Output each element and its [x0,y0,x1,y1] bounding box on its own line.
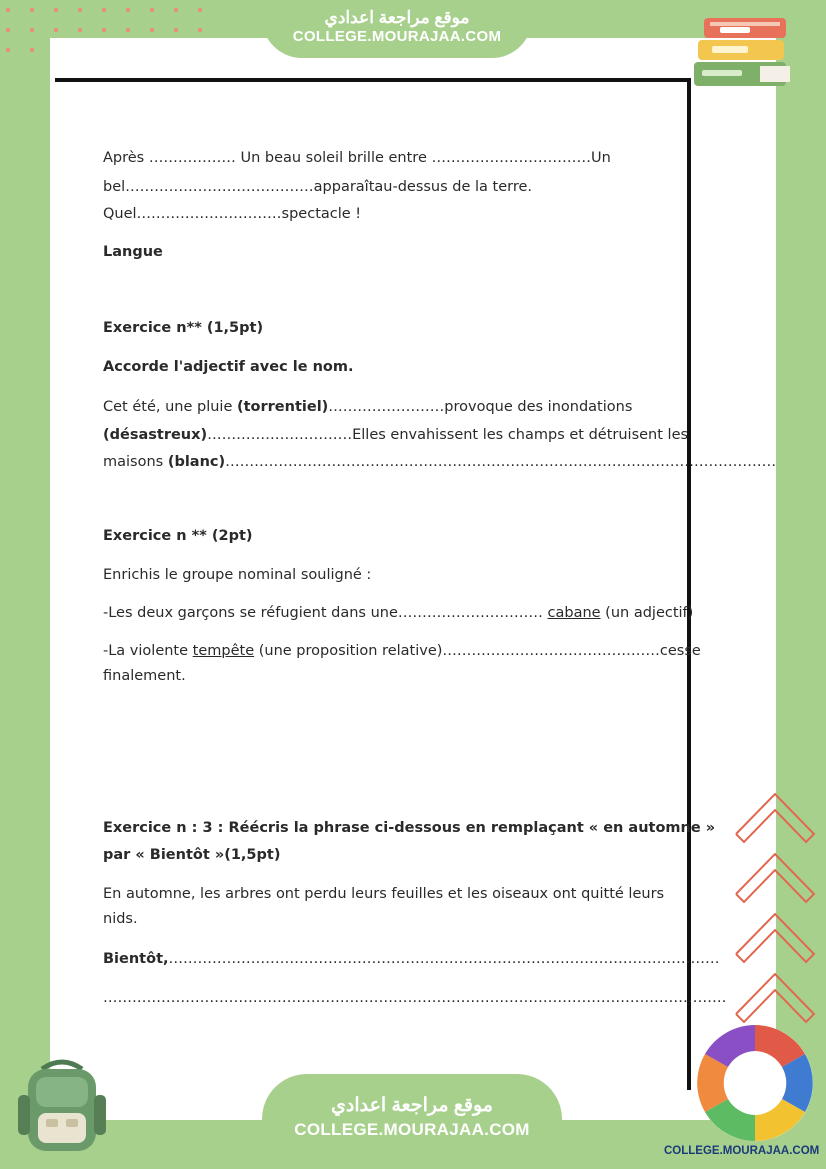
decorative-dot [102,28,106,32]
intro-line-1: Après ……………… Un beau soleil brille entre ……………………………Un [103,150,611,166]
decorative-dot [30,28,34,32]
decorative-dot [54,8,58,12]
decorative-dot [6,8,10,12]
decorative-dot [54,28,58,32]
decorative-dot [174,28,178,32]
decorative-dot [198,28,202,32]
scan-border-right [687,80,691,1090]
exercise3-title-line-1: Exercice n : 3 : Réécris la phrase ci-dessous en remplaçant « en automne » [103,820,716,836]
books-icon [690,10,800,100]
decorative-dot [198,8,202,12]
decorative-dot [126,8,130,12]
decorative-dot [6,28,10,32]
exercise3-sentence-line-2: nids. [103,911,138,927]
exercise3-answer-line-2: ………………………………………………………………………………………………………………… [103,990,727,1006]
decorative-dot [30,8,34,12]
decorative-dot [30,48,34,52]
decorative-dot [150,28,154,32]
decorative-dot [6,48,10,52]
footer-site-url[interactable]: COLLEGE.MOURAJAA.COM [294,1120,530,1139]
section-title: Langue [103,244,163,260]
scan-border-top [55,78,691,82]
exercise2-line-3: finalement. [103,668,186,684]
decorative-dot [102,8,106,12]
exercise2-title: Exercice n ** (2pt) [103,528,253,544]
exercise1-line-2: (désastreux)…………………………Elles envahissent les champs et détruisent les [103,427,689,443]
header-site-name: موقع مراجعة اعدادي [324,8,470,27]
footer-logo-text: COLLEGE.MOURAJAA.COM [664,1145,820,1157]
intro-line-2: bel…………………………………apparaîtau-dessus de la terre. [103,179,533,195]
header-banner[interactable] [262,0,532,58]
site-logo-wheel-icon [694,1022,816,1144]
exercise1-line-1: Cet été, une pluie (torrentiel)……………………provoque des inondations [103,399,633,415]
exercise1-title: Exercice n** (1,5pt) [103,320,264,336]
exercise2-line-2: -La violente tempête (une proposition relative)………………………………………cesse [103,643,701,659]
exercise3-sentence-line-1: En automne, les arbres ont perdu leurs feuilles et les oiseaux ont quitté leurs [103,886,665,902]
decorative-dot [78,28,82,32]
exercise2-line-1: -Les deux garçons se réfugient dans une………………………… cabane (un adjectif) [103,605,694,621]
intro-line-3: Quel…………………………spectacle ! [103,206,362,222]
footer-banner[interactable] [262,1074,562,1169]
exercise1-instruction: Accorde l'adjectif avec le nom. [103,359,354,375]
chevron-up-icon [732,790,818,1040]
backpack-icon [12,1055,112,1155]
decorative-dot [126,28,130,32]
exercise2-instruction: Enrichis le groupe nominal souligné : [103,567,372,583]
exercise3-title-line-2: par « Bientôt »(1,5pt) [103,847,281,863]
decorative-dot [78,8,82,12]
exercise3-answer-line-1: Bientôt,…………………………………………………………………………………………………… [103,951,720,967]
footer-site-name: موقع مراجعة اعدادي [331,1095,493,1116]
exercise1-line-3: maisons (blanc)…………………………………………………………………………………………………… [103,454,777,470]
header-site-url[interactable]: COLLEGE.MOURAJAA.COM [292,28,502,45]
decorative-dot [150,8,154,12]
decorative-dot [174,8,178,12]
